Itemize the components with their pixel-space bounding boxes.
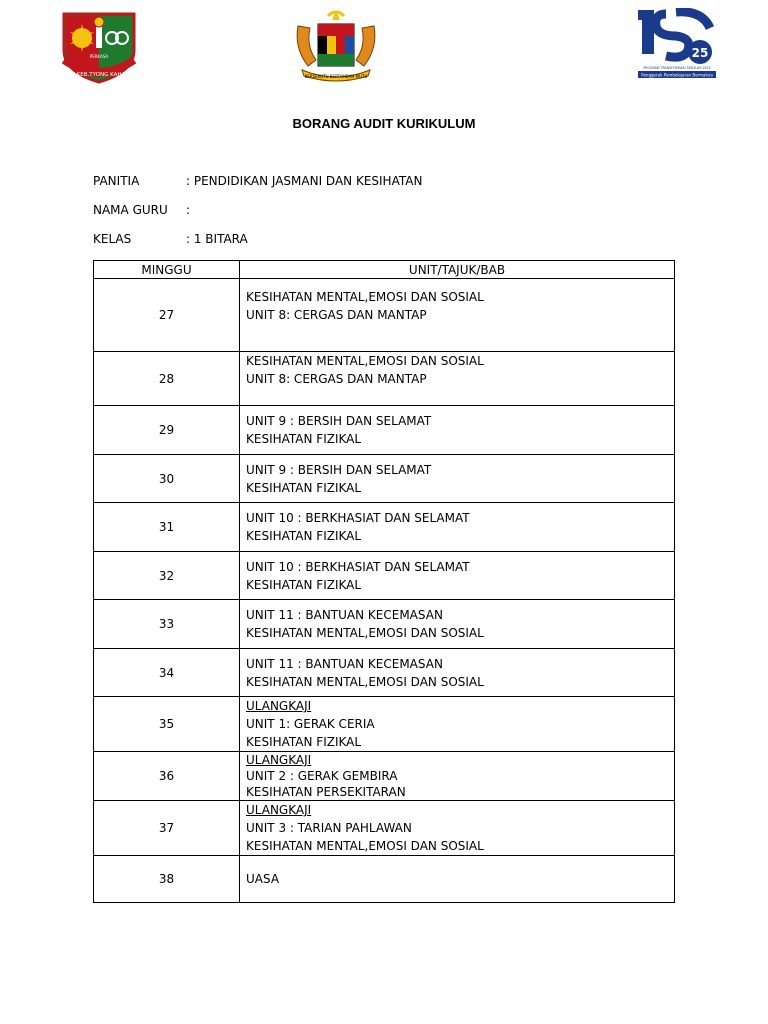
topic-line: UNIT 8: CERGAS DAN MANTAP bbox=[246, 372, 427, 386]
topic-line: ULANGKAJI bbox=[246, 753, 312, 767]
topic-cell bbox=[240, 649, 675, 697]
topic-cell bbox=[240, 352, 675, 406]
week-cell: 29 bbox=[94, 406, 240, 455]
topic-line: KESIHATAN FIZIKAL bbox=[246, 735, 362, 749]
header-unit: UNIT/TAJUK/BAB bbox=[240, 261, 675, 279]
table-row bbox=[94, 649, 675, 697]
topic-cell bbox=[240, 856, 675, 903]
topic-cell bbox=[240, 697, 675, 752]
week-cell: 28 bbox=[94, 352, 240, 406]
topic-line: UNIT 8: CERGAS DAN MANTAP bbox=[246, 308, 427, 322]
week-cell: 33 bbox=[94, 600, 240, 649]
svg-text:SEK.KEB.TYONG KAHANG: SEK.KEB.TYONG KAHANG bbox=[64, 72, 134, 78]
table-row bbox=[94, 856, 675, 903]
table-row bbox=[94, 600, 675, 649]
topic-line: KESIHATAN MENTAL,EMOSI DAN SOSIAL bbox=[246, 626, 484, 640]
topic-line: KESIHATAN PERSEKITARAN bbox=[246, 785, 406, 799]
topic-line: UNIT 2 : GERAK GEMBIRA bbox=[246, 769, 398, 783]
audit-table bbox=[93, 260, 675, 903]
topic-cell bbox=[240, 752, 675, 801]
week-cell: 36 bbox=[94, 752, 240, 801]
topic-cell bbox=[240, 455, 675, 503]
svg-text:Penggerak Pembelajaran Bermakn: Penggerak Pembelajaran Bermakna bbox=[641, 72, 713, 78]
svg-text:PERKASA: PERKASA bbox=[89, 54, 109, 59]
topic-line: KESIHATAN MENTAL,EMOSI DAN SOSIAL bbox=[246, 839, 484, 853]
table-row bbox=[94, 455, 675, 503]
guru-value: : bbox=[186, 203, 191, 217]
week-cell: 37 bbox=[94, 801, 240, 856]
topic-line: ULANGKAJI bbox=[246, 699, 312, 713]
table-row bbox=[94, 352, 675, 406]
svg-text:PROGRAM TRANSFORMASI SEKOLAH 2: PROGRAM TRANSFORMASI SEKOLAH 2025 bbox=[643, 66, 711, 70]
meta-guru bbox=[93, 203, 190, 217]
svg-text:25: 25 bbox=[691, 46, 709, 60]
form-title: BORANG AUDIT KURIKULUM bbox=[292, 116, 476, 131]
jata-negara-logo bbox=[288, 8, 384, 84]
table-row bbox=[94, 279, 675, 352]
topic-line: UNIT 3 : TARIAN PAHLAWAN bbox=[246, 821, 412, 835]
topic-cell bbox=[240, 279, 675, 352]
topic-line: UNIT 10 : BERKHASIAT DAN SELAMAT bbox=[246, 559, 470, 574]
table-header-row bbox=[94, 261, 675, 279]
topic-line: KESIHATAN FIZIKAL bbox=[246, 480, 362, 495]
kelas-value: : 1 BITARA bbox=[186, 232, 248, 246]
ts25-logo bbox=[636, 8, 718, 80]
table-row bbox=[94, 801, 675, 856]
table-row bbox=[94, 406, 675, 455]
svg-text:BERSEKUTU BERTAMBAH MUTU: BERSEKUTU BERTAMBAH MUTU bbox=[304, 74, 368, 79]
topic-cell bbox=[240, 552, 675, 600]
topic-line: KESIHATAN FIZIKAL bbox=[246, 432, 362, 446]
panitia-value: : PENDIDIKAN JASMANI DAN KESIHATAN bbox=[186, 174, 423, 188]
week-cell: 31 bbox=[94, 503, 240, 552]
kelas-label: KELAS bbox=[93, 232, 132, 246]
topic-line: UNIT 11 : BANTUAN KECEMASAN bbox=[246, 656, 443, 671]
topic-line: UNIT 9 : BERSIH DAN SELAMAT bbox=[246, 462, 432, 477]
table-row bbox=[94, 697, 675, 752]
topic-cell bbox=[240, 503, 675, 552]
topic-line: KESIHATAN MENTAL,EMOSI DAN SOSIAL bbox=[246, 674, 484, 689]
header-minggu: MINGGU bbox=[94, 261, 240, 279]
week-cell: 34 bbox=[94, 649, 240, 697]
topic-cell bbox=[240, 801, 675, 856]
topic-line: KESIHATAN FIZIKAL bbox=[246, 529, 362, 543]
week-cell: 27 bbox=[94, 279, 240, 352]
topic-line: UNIT 9 : BERSIH DAN SELAMAT bbox=[246, 414, 432, 428]
topic-line: UNIT 10 : BERKHASIAT DAN SELAMAT bbox=[246, 511, 470, 525]
week-cell: 38 bbox=[94, 856, 240, 903]
week-cell: 30 bbox=[94, 455, 240, 503]
table-row bbox=[94, 503, 675, 552]
topic-line: KESIHATAN MENTAL,EMOSI DAN SOSIAL bbox=[246, 290, 484, 304]
topic-line: KESIHATAN MENTAL,EMOSI DAN SOSIAL bbox=[246, 354, 484, 368]
guru-label: NAMA GURU bbox=[93, 203, 168, 217]
meta-kelas bbox=[93, 232, 248, 246]
topic-cell bbox=[240, 600, 675, 649]
meta-panitia bbox=[93, 174, 422, 188]
week-cell: 32 bbox=[94, 552, 240, 600]
table-row bbox=[94, 752, 675, 801]
topic-line: UNIT 1: GERAK CERIA bbox=[246, 717, 375, 731]
topic-line: KESIHATAN FIZIKAL bbox=[246, 577, 362, 592]
table-row bbox=[94, 552, 675, 600]
topic-line: UNIT 11 : BANTUAN KECEMASAN bbox=[246, 608, 443, 622]
week-cell: 35 bbox=[94, 697, 240, 752]
school-logo bbox=[60, 10, 138, 84]
panitia-label: PANITIA bbox=[93, 174, 140, 188]
topic-cell bbox=[240, 406, 675, 455]
topic-line: UASA bbox=[246, 872, 280, 886]
topic-line: ULANGKAJI bbox=[246, 803, 312, 817]
